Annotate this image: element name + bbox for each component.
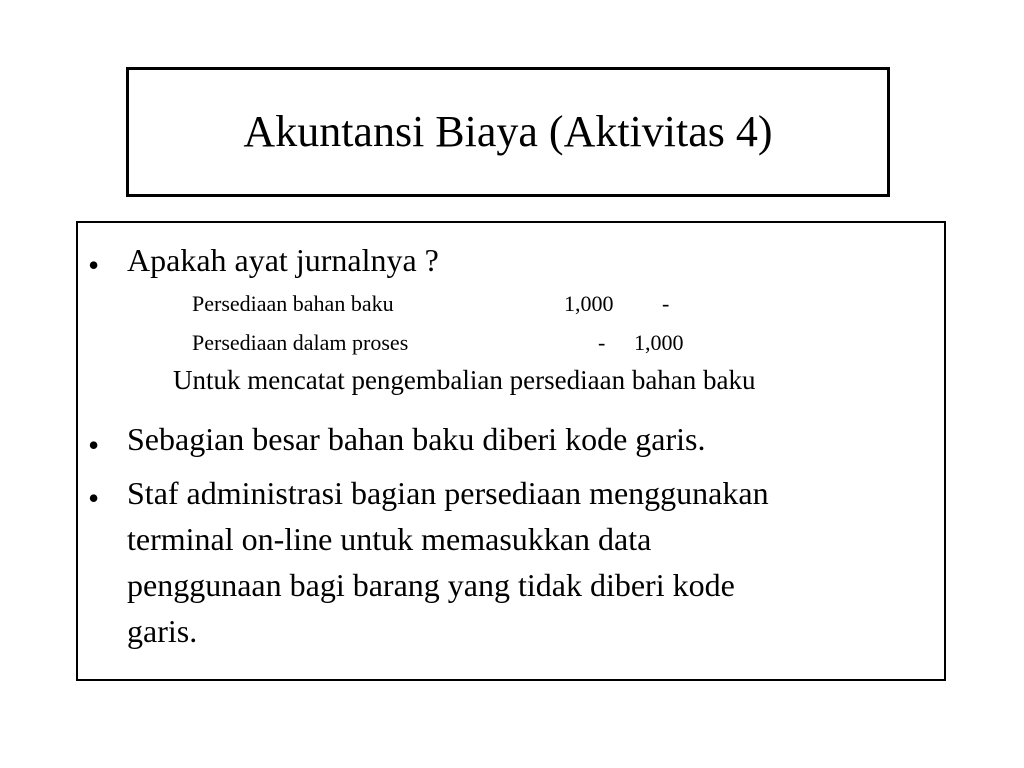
journal-row-1-credit: - [662, 291, 670, 316]
bullet-marker-1: • [88, 247, 100, 283]
journal-row-2-account: Persediaan dalam proses [192, 330, 409, 355]
journal-row-1-account: Persediaan bahan baku [192, 291, 394, 316]
slide-title: Akuntansi Biaya (Aktivitas 4) [243, 107, 773, 156]
bullet-3-line-1: Staf administrasi bagian persediaan menggunakan [127, 475, 769, 511]
bullet-marker-2: • [88, 427, 100, 463]
journal-row-2-credit: 1,000 [634, 330, 684, 355]
bullet-1-text: Apakah ayat jurnalnya ? [127, 242, 439, 278]
bullet-3-line-3: penggunaan bagi barang yang tidak diberi kode [127, 567, 735, 603]
journal-row-1-debit: 1,000 [564, 291, 614, 316]
journal-description: Untuk mencatat pengembalian persediaan bahan baku [173, 365, 756, 395]
bullet-marker-3: • [88, 480, 100, 516]
journal-row-2-debit: - [598, 330, 606, 355]
content-box [76, 221, 946, 681]
bullet-3-line-2: terminal on-line untuk memasukkan data [127, 521, 652, 557]
title-box [126, 67, 890, 197]
bullet-3-line-4: garis. [127, 613, 198, 649]
bullet-2-text: Sebagian besar bahan baku diberi kode garis. [127, 421, 706, 457]
